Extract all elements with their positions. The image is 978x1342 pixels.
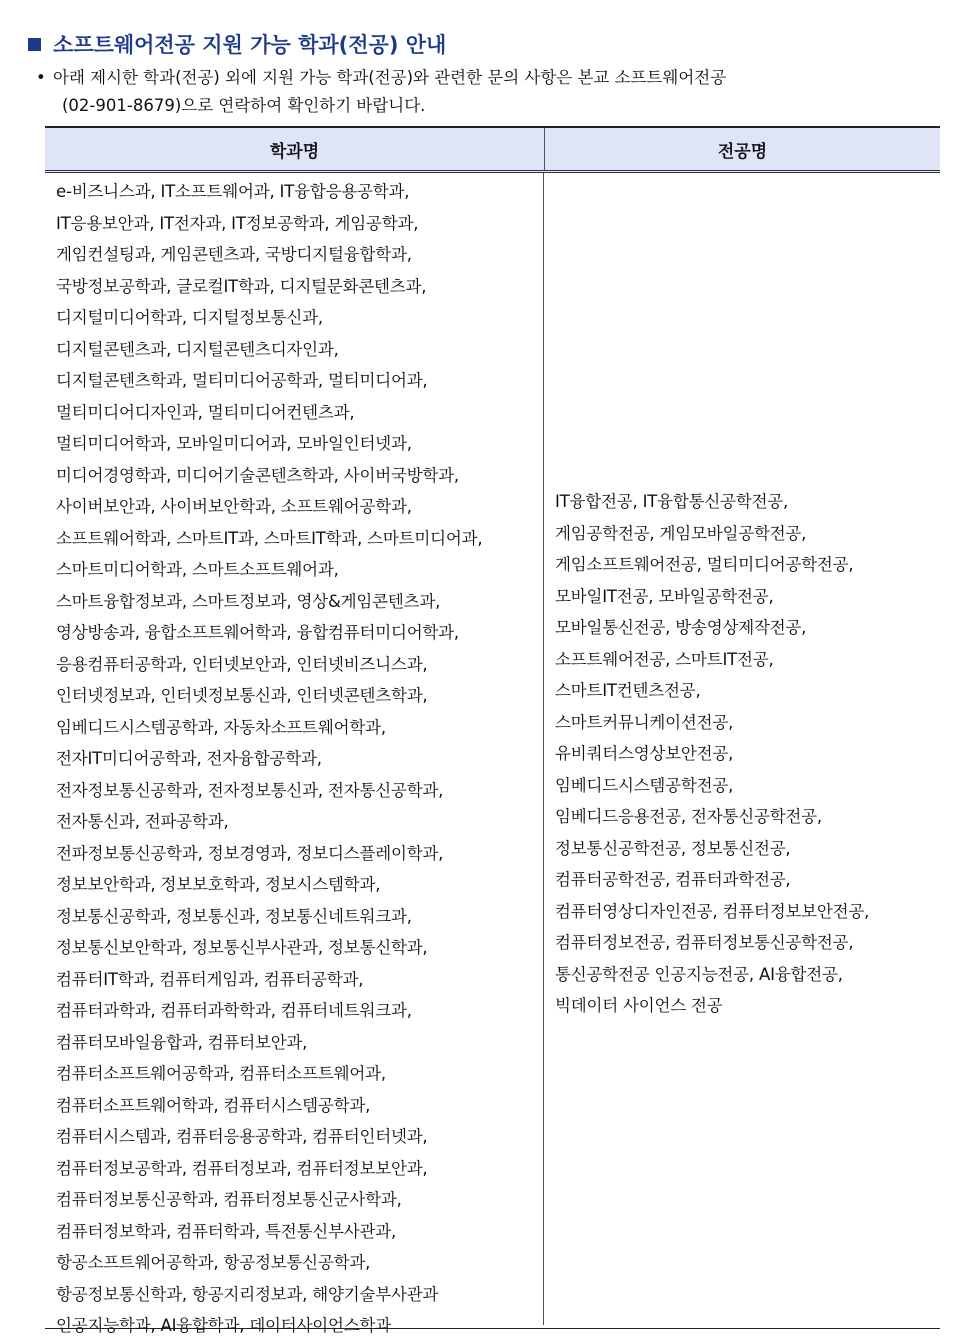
major-list-item: 임베디드시스템공학전공, bbox=[555, 775, 734, 795]
department-list-item: 컴퓨터과학과, 컴퓨터과학학과, 컴퓨터네트워크과, bbox=[56, 1001, 412, 1020]
department-list-item: 정보통신공학과, 정보통신과, 정보통신네트워크과, bbox=[56, 906, 412, 926]
department-list-item: 국방정보공학과, 글로컬IT학과, 디지털문화콘텐츠과, bbox=[56, 276, 427, 296]
major-list-item: 소프트웨어전공, 스마트IT전공, bbox=[555, 649, 774, 669]
department-list-item: 항공정보통신학과, 항공지리정보과, 해양기술부사관과 bbox=[56, 1284, 439, 1304]
department-list-item: 컴퓨터정보공학과, 컴퓨터정보과, 컴퓨터정보보안과, bbox=[56, 1158, 428, 1178]
department-list-item: 전자통신과, 전파공학과, bbox=[56, 812, 229, 831]
department-list-item: 스마트미디어학과, 스마트소프트웨어과, bbox=[56, 560, 339, 579]
department-list-item: IT응용보안과, IT전자과, IT정보공학과, 게임공학과, bbox=[56, 213, 419, 233]
department-list-item: 전파정보통신공학과, 정보경영과, 정보디스플레이학과, bbox=[56, 843, 444, 863]
department-list-item: 컴퓨터시스템과, 컴퓨터응용공학과, 컴퓨터인터넷과, bbox=[56, 1127, 428, 1146]
major-list-item: 통신공학전공 인공지능전공, AI융합전공, bbox=[555, 964, 843, 984]
department-list-item: 컴퓨터모바일융합과, 컴퓨터보안과, bbox=[56, 1032, 308, 1052]
major-list-item: 컴퓨터공학전공, 컴퓨터과학전공, bbox=[555, 870, 791, 889]
department-list-item: 전자IT미디어공학과, 전자융합공학과, bbox=[56, 749, 322, 768]
major-list-item: 모바일통신전공, 방송영상제작전공, bbox=[555, 618, 807, 637]
department-list-item: 소프트웨어학과, 스마트IT과, 스마트IT학과, 스마트미디어과, bbox=[56, 528, 483, 548]
major-list-item: 컴퓨터영상디자인전공, 컴퓨터정보보안전공, bbox=[555, 901, 870, 921]
major-list-item: 게임공학전공, 게임모바일공학전공, bbox=[555, 523, 807, 543]
department-list-item: 게임컨설팅과, 게임콘텐츠과, 국방디지털융합학과, bbox=[56, 245, 412, 264]
department-list-item: 스마트융합정보과, 스마트정보과, 영상&게임콘텐츠과, bbox=[56, 591, 441, 611]
department-list-item: 컴퓨터IT학과, 컴퓨터게임과, 컴퓨터공학과, bbox=[56, 969, 364, 989]
notice-line-2: (02-901-8679)으로 연락하여 확인하기 바랍니다. bbox=[62, 96, 426, 115]
department-list-item: 멀티미디어학과, 모바일미디어과, 모바일인터넷과, bbox=[56, 434, 412, 453]
department-list-item: 인공지능학과, AI융합학과, 데이터사이언스학과 bbox=[56, 1316, 391, 1335]
department-list-item: 디지털콘텐츠과, 디지털콘텐츠디자인과, bbox=[56, 339, 339, 359]
major-list-item: 게임소프트웨어전공, 멀티미디어공학전공, bbox=[555, 555, 854, 574]
department-list-item: 영상방송과, 융합소프트웨어학과, 융합컴퓨터미디어학과, bbox=[56, 623, 459, 642]
department-list-item: 응용컴퓨터공학과, 인터넷보안과, 인터넷비즈니스과, bbox=[56, 654, 428, 674]
major-list-item: 스마트커뮤니케이션전공, bbox=[555, 712, 734, 732]
header-major: 전공명 bbox=[717, 141, 768, 162]
department-list-item: 항공소프트웨어공학과, 항공정보통신공학과, bbox=[56, 1253, 371, 1272]
department-list-item: 인터넷정보과, 인터넷정보통신과, 인터넷콘텐츠학과, bbox=[56, 686, 428, 705]
major-list-item: 빅데이터 사이언스 전공 bbox=[555, 996, 723, 1015]
department-list-item: 컴퓨터소프트웨어학과, 컴퓨터시스템공학과, bbox=[56, 1095, 371, 1115]
notice-text bbox=[36, 64, 956, 120]
major-list-item: 정보통신공학전공, 정보통신전공, bbox=[555, 838, 791, 858]
section-heading bbox=[28, 28, 446, 60]
table-body bbox=[45, 173, 940, 1335]
department-list-item: 멀티미디어디자인과, 멀티미디어컨텐츠과, bbox=[56, 402, 355, 422]
header-department: 학과명 bbox=[45, 128, 545, 170]
department-list-item: 임베디드시스템공학과, 자동차소프트웨어학과, bbox=[56, 717, 386, 737]
major-list-item: 임베디드응용전공, 전자통신공학전공, bbox=[555, 807, 822, 826]
table-header bbox=[45, 128, 940, 173]
department-list-item: e-비즈니스과, IT소프트웨어과, IT융합응용공학과, bbox=[56, 182, 410, 201]
department-list-item: 사이버보안과, 사이버보안학과, 소프트웨어공학과, bbox=[56, 497, 412, 516]
major-list-item: 유비쿼터스영상보안전공, bbox=[555, 744, 734, 763]
bullet-icon: • bbox=[36, 68, 46, 87]
major-column bbox=[544, 173, 940, 1325]
major-list-item: 컴퓨터정보전공, 컴퓨터정보통신공학전공, bbox=[555, 933, 854, 952]
department-list-item: 컴퓨터소프트웨어공학과, 컴퓨터소프트웨어과, bbox=[56, 1064, 386, 1083]
notice-line-1: 아래 제시한 학과(전공) 외에 지원 가능 학과(전공)와 관련한 문의 사항은 본교 소프트웨어전공 bbox=[53, 68, 727, 87]
department-list-item: 디지털콘텐츠학과, 멀티미디어공학과, 멀티미디어과, bbox=[56, 371, 428, 390]
department-list-item: 미디어경영학과, 미디어기술콘텐츠학과, 사이버국방학과, bbox=[56, 465, 459, 485]
department-list-item: 전자정보통신공학과, 전자정보통신과, 전자통신공학과, bbox=[56, 780, 444, 800]
section-title: 소프트웨어전공 지원 가능 학과(전공) 안내 bbox=[53, 33, 447, 57]
major-list-item: 스마트IT컨텐츠전공, bbox=[555, 681, 701, 700]
department-list-item: 컴퓨터정보학과, 컴퓨터학과, 특전통신부사관과, bbox=[56, 1221, 397, 1241]
major-list-item: IT융합전공, IT융합통신공학전공, bbox=[555, 492, 789, 511]
department-column bbox=[45, 173, 544, 1335]
square-bullet-icon bbox=[28, 38, 41, 51]
department-list-item: 디지털미디어학과, 디지털정보통신과, bbox=[56, 308, 323, 327]
major-list-item: 모바일IT전공, 모바일공학전공, bbox=[555, 586, 774, 606]
department-list-item: 정보통신보안학과, 정보통신부사관과, 정보통신학과, bbox=[56, 938, 428, 957]
department-list-item: 정보보안학과, 정보보호학과, 정보시스템학과, bbox=[56, 875, 381, 894]
department-list-item: 컴퓨터정보통신공학과, 컴퓨터정보통신군사학과, bbox=[56, 1190, 402, 1209]
eligible-departments-table bbox=[45, 126, 940, 1335]
